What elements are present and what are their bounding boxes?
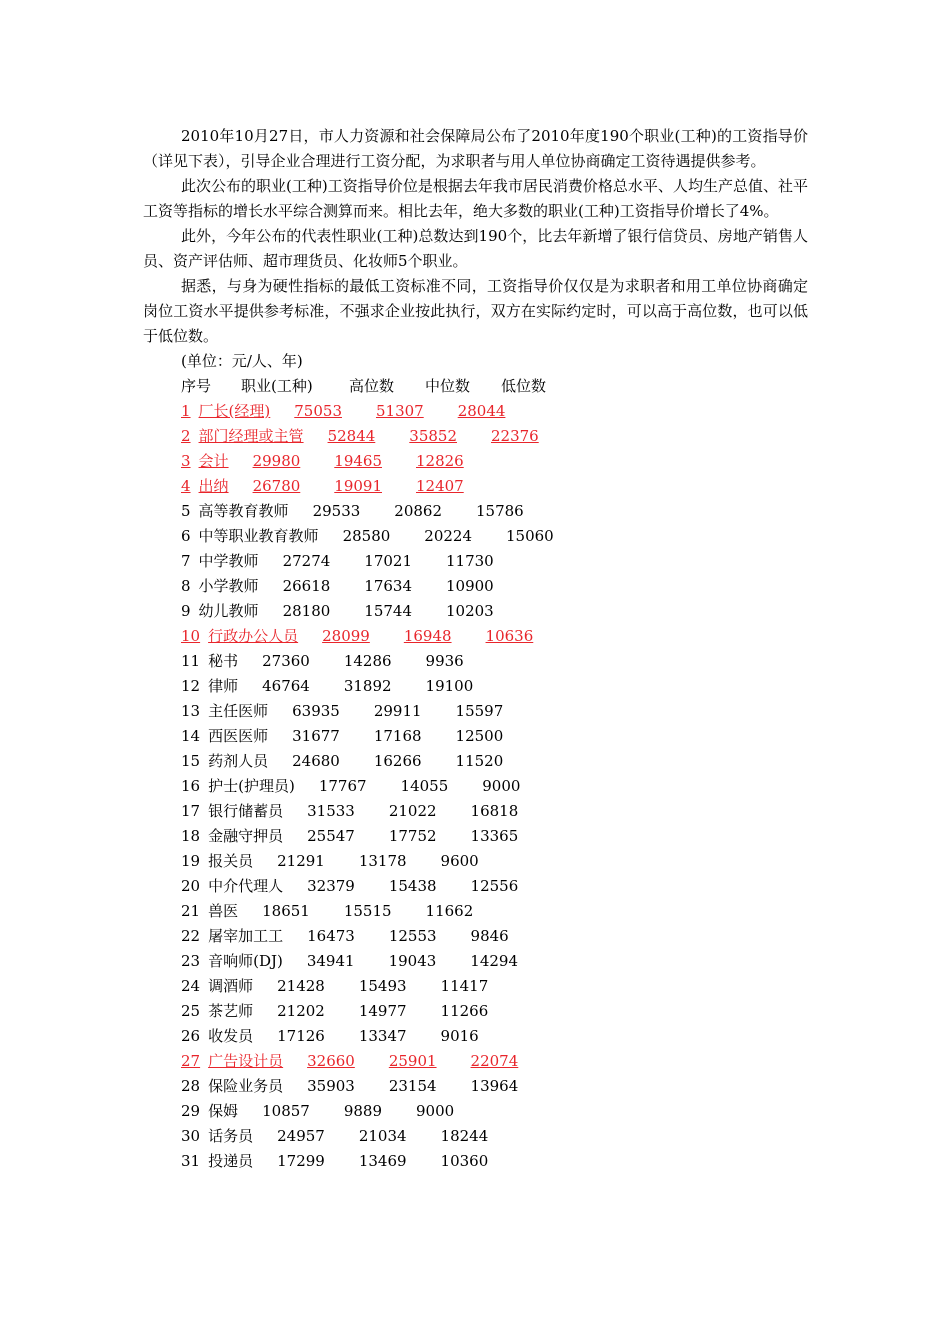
cell-no: 1 <box>181 402 191 420</box>
cell-high: 17126 <box>277 1027 325 1045</box>
table-row <box>181 649 808 674</box>
cell-no: 4 <box>181 477 191 495</box>
cell-high: 27360 <box>262 652 310 670</box>
cell-mid: 14977 <box>358 1002 407 1020</box>
cell-low: 12556 <box>470 877 519 895</box>
cell-high: 34941 <box>306 952 355 970</box>
cell-mid: 21022 <box>388 802 437 820</box>
cell-low: 12407 <box>416 477 464 495</box>
table-row <box>181 699 808 724</box>
cell-mid: 14055 <box>400 777 449 795</box>
cell-high: 24957 <box>277 1127 325 1145</box>
paragraph-3: 此外，今年公布的代表性职业(工种)总数达到190个，比去年新增了银行信贷员、房地产销售人员、资产评估师、超市理货员、化妆师5个职业。 <box>143 227 808 270</box>
row-line <box>181 1024 479 1049</box>
cell-high: 29980 <box>252 452 301 470</box>
cell-no: 14 <box>181 727 201 745</box>
cell-job: 茶艺师 <box>208 1002 254 1020</box>
row-line <box>181 1049 518 1074</box>
cell-high: 28580 <box>342 527 391 545</box>
cell-mid: 16266 <box>373 752 422 770</box>
cell-no: 21 <box>181 902 201 920</box>
cell-mid: 13347 <box>358 1027 407 1045</box>
wage-table <box>181 374 808 1174</box>
cell-high: 26780 <box>252 477 301 495</box>
cell-job: 中学教师 <box>198 552 259 570</box>
cell-high: 21428 <box>277 977 325 995</box>
cell-low: 10636 <box>485 627 534 645</box>
cell-job: 护士(护理员) <box>208 777 295 795</box>
cell-job: 高等教育教师 <box>198 502 289 520</box>
row-line <box>181 799 518 824</box>
cell-high: 10857 <box>262 1102 310 1120</box>
cell-job: 收发员 <box>208 1027 254 1045</box>
cell-job: 屠宰加工工 <box>208 927 284 945</box>
cell-job: 会计 <box>198 452 229 470</box>
header-job: 职业(工种) <box>241 377 313 395</box>
table-row <box>181 774 808 799</box>
cell-mid: 13469 <box>358 1152 407 1170</box>
cell-low: 9000 <box>416 1102 455 1120</box>
header-no: 序号 <box>181 377 212 395</box>
row-line <box>181 924 509 949</box>
cell-no: 26 <box>181 1027 201 1045</box>
table-row <box>181 924 808 949</box>
table-row <box>181 574 808 599</box>
table-row <box>181 449 808 474</box>
cell-job: 保险业务员 <box>208 1077 284 1095</box>
cell-low: 28044 <box>457 402 506 420</box>
cell-high: 75053 <box>294 402 342 420</box>
cell-mid: 17752 <box>388 827 437 845</box>
cell-no: 11 <box>181 652 201 670</box>
cell-mid: 19465 <box>334 452 382 470</box>
cell-low: 15060 <box>506 527 554 545</box>
cell-mid: 12553 <box>388 927 437 945</box>
cell-high: 18651 <box>262 902 310 920</box>
row-line <box>181 1074 518 1099</box>
row-line <box>181 474 464 499</box>
cell-no: 15 <box>181 752 201 770</box>
row-line <box>181 749 503 774</box>
cell-no: 9 <box>181 602 191 620</box>
row-line <box>181 974 488 999</box>
row-line <box>181 949 518 974</box>
cell-high: 35903 <box>307 1077 355 1095</box>
cell-low: 10360 <box>440 1152 489 1170</box>
cell-mid: 25901 <box>388 1052 437 1070</box>
table-row <box>181 824 808 849</box>
document-page <box>143 124 808 1174</box>
header-mid: 中位数 <box>425 377 471 395</box>
cell-job: 药剂人员 <box>208 752 269 770</box>
table-row <box>181 524 808 549</box>
row-line <box>181 449 464 474</box>
cell-mid: 51307 <box>375 402 424 420</box>
cell-mid: 31892 <box>343 677 392 695</box>
cell-low: 14294 <box>470 952 518 970</box>
table-row <box>181 949 808 974</box>
cell-job: 中介代理人 <box>208 877 284 895</box>
table-row <box>181 749 808 774</box>
cell-low: 13964 <box>470 1077 519 1095</box>
cell-mid: 16948 <box>403 627 452 645</box>
cell-no: 12 <box>181 677 201 695</box>
row-line <box>181 549 494 574</box>
cell-high: 17767 <box>318 777 367 795</box>
table-row <box>181 624 808 649</box>
cell-low: 9016 <box>440 1027 479 1045</box>
cell-job: 小学教师 <box>198 577 259 595</box>
cell-low: 16818 <box>470 802 519 820</box>
cell-high: 32379 <box>307 877 355 895</box>
cell-job: 律师 <box>208 677 239 695</box>
cell-job: 音响师(DJ) <box>208 952 283 970</box>
cell-mid: 21034 <box>358 1127 407 1145</box>
table-row <box>181 399 808 424</box>
cell-low: 9600 <box>440 852 479 870</box>
cell-low: 10900 <box>446 577 494 595</box>
cell-low: 10203 <box>446 602 494 620</box>
table-row <box>181 424 808 449</box>
table-row <box>181 474 808 499</box>
cell-job: 广告设计员 <box>208 1052 284 1070</box>
cell-no: 27 <box>181 1052 201 1070</box>
cell-mid: 19091 <box>334 477 382 495</box>
row-line <box>181 399 505 424</box>
row-line <box>181 699 503 724</box>
cell-high: 31677 <box>292 727 340 745</box>
cell-no: 25 <box>181 1002 201 1020</box>
table-row <box>181 899 808 924</box>
row-line <box>181 599 494 624</box>
cell-no: 17 <box>181 802 201 820</box>
cell-no: 31 <box>181 1152 201 1170</box>
paragraph-1: 2010年10月27日，市人力资源和社会保障局公布了2010年度190个职业(工种)的工资指导价（详见下表），引导企业合理进行工资分配，为求职者与用人单位协商确定工资待遇提供参考。 <box>143 127 808 170</box>
table-row <box>181 1024 808 1049</box>
table-row <box>181 674 808 699</box>
cell-high: 17299 <box>277 1152 325 1170</box>
table-row <box>181 549 808 574</box>
cell-mid: 17021 <box>364 552 412 570</box>
cell-job: 秘书 <box>208 652 239 670</box>
cell-no: 5 <box>181 502 191 520</box>
table-body <box>181 399 808 1174</box>
cell-low: 9846 <box>470 927 509 945</box>
cell-no: 19 <box>181 852 201 870</box>
cell-high: 26618 <box>282 577 331 595</box>
cell-low: 13365 <box>470 827 519 845</box>
cell-no: 28 <box>181 1077 201 1095</box>
cell-high: 32660 <box>307 1052 355 1070</box>
cell-mid: 13178 <box>358 852 407 870</box>
cell-low: 11417 <box>440 977 489 995</box>
cell-high: 31533 <box>307 802 355 820</box>
table-row <box>181 799 808 824</box>
cell-job: 话务员 <box>208 1127 254 1145</box>
row-line <box>181 849 479 874</box>
cell-job: 报关员 <box>208 852 254 870</box>
cell-mid: 17634 <box>364 577 412 595</box>
table-header-row <box>181 374 808 399</box>
cell-mid: 15744 <box>364 602 412 620</box>
row-line <box>181 524 554 549</box>
cell-no: 23 <box>181 952 201 970</box>
cell-no: 24 <box>181 977 201 995</box>
cell-no: 22 <box>181 927 201 945</box>
cell-no: 2 <box>181 427 191 445</box>
cell-job: 中等职业教育教师 <box>198 527 319 545</box>
row-line <box>181 674 473 699</box>
cell-high: 63935 <box>292 702 340 720</box>
row-line <box>181 999 488 1024</box>
table-row <box>181 1149 808 1174</box>
row-line <box>181 649 464 674</box>
cell-no: 10 <box>181 627 201 645</box>
cell-high: 28180 <box>282 602 331 620</box>
cell-mid: 17168 <box>373 727 422 745</box>
cell-mid: 23154 <box>388 1077 437 1095</box>
row-line <box>181 624 533 649</box>
row-line <box>181 424 539 449</box>
cell-high: 29533 <box>312 502 361 520</box>
cell-no: 7 <box>181 552 191 570</box>
cell-no: 29 <box>181 1102 201 1120</box>
row-line <box>181 1149 488 1174</box>
cell-high: 24680 <box>292 752 340 770</box>
cell-job: 西医医师 <box>208 727 269 745</box>
row-line <box>181 774 520 799</box>
cell-no: 8 <box>181 577 191 595</box>
cell-no: 6 <box>181 527 191 545</box>
cell-no: 20 <box>181 877 201 895</box>
cell-job: 主任医师 <box>208 702 269 720</box>
table-row <box>181 1074 808 1099</box>
cell-low: 15597 <box>455 702 504 720</box>
cell-job: 出纳 <box>198 477 229 495</box>
cell-no: 13 <box>181 702 201 720</box>
cell-mid: 15438 <box>388 877 437 895</box>
table-row <box>181 724 808 749</box>
cell-job: 银行储蓄员 <box>208 802 284 820</box>
paragraph-4: 据悉，与身为硬性指标的最低工资标准不同，工资指导价仅仅是为求职者和用工单位协商确定岗位工资水平提供参考标准，不强求企业按此执行，双方在实际约定时，可以高于高位数，也可以低于低位数。 <box>143 277 808 345</box>
table-row <box>181 599 808 624</box>
cell-no: 16 <box>181 777 201 795</box>
cell-high: 27274 <box>282 552 331 570</box>
row-line <box>181 1099 454 1124</box>
cell-high: 46764 <box>262 677 310 695</box>
cell-high: 21291 <box>277 852 325 870</box>
cell-low: 12500 <box>455 727 504 745</box>
table-row <box>181 1099 808 1124</box>
cell-mid: 19043 <box>388 952 437 970</box>
cell-high: 16473 <box>307 927 355 945</box>
cell-low: 18244 <box>440 1127 489 1145</box>
table-row <box>181 499 808 524</box>
table-row <box>181 974 808 999</box>
row-line <box>181 574 494 599</box>
cell-job: 调酒师 <box>208 977 254 995</box>
cell-job: 投递员 <box>208 1152 254 1170</box>
cell-low: 9936 <box>425 652 464 670</box>
cell-mid: 20862 <box>394 502 442 520</box>
unit-note: (单位：元/人、年) <box>181 352 303 370</box>
row-line <box>181 874 518 899</box>
cell-low: 11266 <box>440 1002 489 1020</box>
cell-mid: 29911 <box>373 702 422 720</box>
cell-job: 保姆 <box>208 1102 239 1120</box>
cell-low: 9000 <box>482 777 521 795</box>
cell-low: 11662 <box>425 902 474 920</box>
cell-job: 行政办公人员 <box>208 627 299 645</box>
table-row <box>181 874 808 899</box>
cell-mid: 14286 <box>343 652 392 670</box>
table-row <box>181 1049 808 1074</box>
cell-job: 金融守押员 <box>208 827 284 845</box>
table-row <box>181 849 808 874</box>
cell-no: 3 <box>181 452 191 470</box>
cell-low: 22074 <box>470 1052 519 1070</box>
cell-high: 21202 <box>277 1002 325 1020</box>
table-row <box>181 999 808 1024</box>
cell-low: 22376 <box>491 427 539 445</box>
cell-high: 25547 <box>307 827 355 845</box>
cell-high: 52844 <box>327 427 376 445</box>
cell-mid: 35852 <box>409 427 457 445</box>
cell-job: 幼儿教师 <box>198 602 259 620</box>
row-line <box>181 824 518 849</box>
cell-no: 18 <box>181 827 201 845</box>
cell-job: 兽医 <box>208 902 239 920</box>
table-row <box>181 1124 808 1149</box>
cell-mid: 15515 <box>343 902 392 920</box>
cell-low: 19100 <box>425 677 474 695</box>
cell-mid: 9889 <box>343 1102 383 1120</box>
row-line <box>181 724 503 749</box>
cell-mid: 20224 <box>424 527 472 545</box>
cell-no: 30 <box>181 1127 201 1145</box>
header-low: 低位数 <box>501 377 547 395</box>
cell-high: 28099 <box>322 627 370 645</box>
cell-low: 11520 <box>455 752 504 770</box>
cell-job: 部门经理或主管 <box>198 427 304 445</box>
paragraph-2: 此次公布的职业(工种)工资指导价位是根据去年我市居民消费价格总水平、人均生产总值、社平工资等指标的增长水平综合测算而来。相比去年，绝大多数的职业(工种)工资指导价增长了4%。 <box>143 177 808 220</box>
cell-job: 厂长(经理) <box>198 402 271 420</box>
row-line <box>181 899 473 924</box>
row-line <box>181 1124 488 1149</box>
cell-mid: 15493 <box>358 977 407 995</box>
header-high: 高位数 <box>349 377 395 395</box>
row-line <box>181 499 524 524</box>
cell-low: 15786 <box>476 502 524 520</box>
cell-low: 12826 <box>416 452 464 470</box>
cell-low: 11730 <box>446 552 494 570</box>
